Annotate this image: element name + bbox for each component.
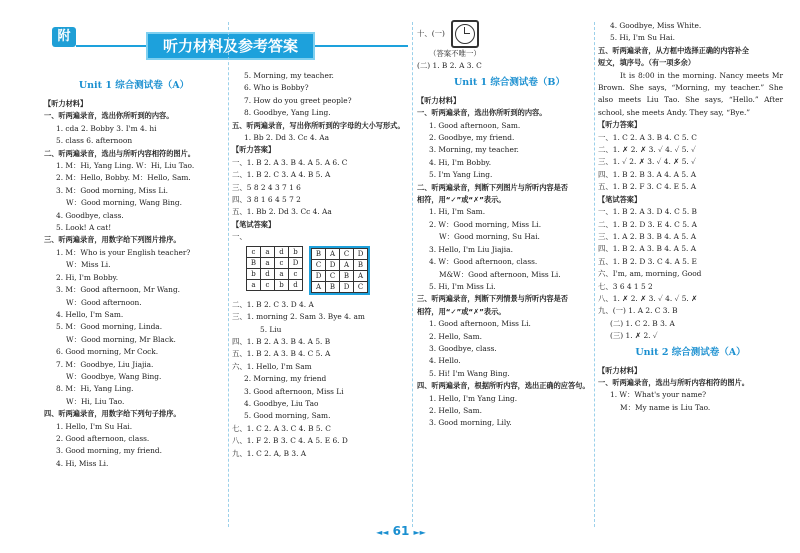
text-line: 4. Hi, I'm Bobby. <box>429 157 492 167</box>
letter-grid-lowercase <box>246 246 303 291</box>
text-line: 1. Hi, I'm Sam. <box>429 207 486 217</box>
text-line: 1. Bb 2. Dd 3. Cc 4. Aa <box>244 133 330 143</box>
text-line: 4. Goodbye, class. <box>56 210 124 220</box>
column-3-lines-b <box>417 95 602 430</box>
text-line: 4. Hi, Miss Li. <box>56 458 109 468</box>
section-banner: 听力材料及参考答案 <box>146 32 315 60</box>
grid-cell: B <box>312 248 326 259</box>
text-line: 2. M：Hello, Bobby. M：Hello, Sam. <box>56 173 191 183</box>
grid-cell: C <box>312 259 326 270</box>
page-footer <box>356 524 446 538</box>
text-line: 3. M：Good morning, Miss Li. <box>56 185 169 195</box>
text-line: W：Goodbye, Wang Bing. <box>66 371 162 381</box>
text-line: 3. Hello, I'm Liu Jiajia. <box>429 244 513 254</box>
text-line: （答案不唯一） <box>429 49 481 58</box>
section-heading: 二、听两遍录音，判断下列图片与所听内容是否 <box>417 182 568 192</box>
grid-cell: D <box>340 281 354 292</box>
section-heading: 四、听两遍录音，根据所听内容，选出正确的应答句。 <box>417 381 590 391</box>
column-2-lines-top <box>232 70 422 244</box>
text-line: 二、1. B 2. C 3. D 4. A <box>232 299 314 309</box>
grid-cell: D <box>354 248 368 259</box>
section-heading: 二、听两遍录音，选出与所听内容相符的图片。 <box>44 148 195 158</box>
text-line: 一、1. B 2. A 3. B 4. A 5. A 6. C <box>232 157 348 167</box>
text-line: 8. Goodbye, Yang Ling. <box>244 108 331 118</box>
section-heading: 一、听两遍录音，选出你所听到的内容。 <box>44 111 174 121</box>
grid-cell: B <box>354 259 368 270</box>
text-line: 7. M：Goodbye, Liu Jiajia. <box>56 359 154 369</box>
grid-cell: B <box>326 281 340 292</box>
text-line: 二、1. B 2. D 3. E 4. C 5. A <box>598 219 697 229</box>
text-line: 1. M：Hi, Yang Ling. W：Hi, Liu Tao. <box>56 161 195 171</box>
text-line: 7. How do you greet people? <box>244 95 352 105</box>
text-line: 一、1. C 2. A 3. B 4. C 5. C <box>598 132 697 142</box>
grid-cell: A <box>312 281 326 292</box>
appendix-tag: 附 <box>52 27 76 47</box>
section-heading: 相符，用“✓”或“✗”表示。 <box>417 195 506 205</box>
text-line: 九、(一) 1. A 2. C 3. B <box>598 306 678 316</box>
text-line: 2. Hello, Sam. <box>429 331 482 341</box>
grid-cell: C <box>326 270 340 281</box>
grid-cell: D <box>326 259 340 270</box>
text-line: 8. M：Hi, Yang Ling. <box>56 384 134 394</box>
text-line: 1. Good afternoon, Sam. <box>429 120 521 130</box>
grid-cell: c <box>261 279 275 290</box>
text-line: 五、1. Bb 2. Dd 3. Cc 4. Aa <box>232 207 332 217</box>
section-heading: 五、听两遍录音，写出你所听到的字母的大小写形式。 <box>232 120 405 130</box>
text-line: 二、1. ✗ 2. ✗ 3. ✓ 4. ✓ 5. ✓ <box>598 145 696 155</box>
section-heading: 五、听两遍录音，从方框中选择正确的内容补全 <box>598 45 749 55</box>
section-heading: 三、听两遍录音，用数字给下列图片排序。 <box>44 235 181 245</box>
text-line: 6. Good morning, Mr Cock. <box>56 347 159 357</box>
text-line: 三、1. A 2. B 3. B 4. A 5. A <box>598 231 697 241</box>
text-line: 4. Hello, I'm Sam. <box>56 309 124 319</box>
next-arrows-icon: ►► <box>413 528 426 537</box>
text-line: 1. Hello, I'm Yang Ling. <box>429 393 518 403</box>
text-line: (二) 1. C 2. B 3. A <box>610 318 675 328</box>
column-4-lines-a <box>598 20 783 70</box>
text-line: 2. Goodbye, my friend. <box>429 133 515 143</box>
text-line: W：Hi, Liu Tao. <box>66 396 125 406</box>
text-line: 五、1. B 2. D 3. C 4. A 5. E <box>598 256 697 266</box>
text-line: 四、3 8 1 6 4 5 7 2 <box>232 195 301 205</box>
text-line: 八、1. F 2. B 3. C 4. A 5. E 6. D <box>232 436 348 446</box>
section-heading: 一、听两遍录音，选出你所听到的内容。 <box>417 108 547 118</box>
text-line: W：Good morning, Su Hai. <box>439 232 540 242</box>
column-4-lines-c <box>598 365 783 415</box>
text-line: 1. M：Who is your English teacher? <box>56 247 191 257</box>
grid-cell: c <box>289 268 303 279</box>
grid-cell: a <box>261 246 275 257</box>
section-heading: 三、听两遍录音，判断下列情景与所听内容是否 <box>417 294 568 304</box>
grid-cell: a <box>275 268 289 279</box>
text-line: 4. W：Good afternoon, class. <box>429 257 538 267</box>
text-line: 1. W：What's your name? <box>610 390 707 400</box>
page-number: 61 <box>392 524 410 538</box>
grid-cell: b <box>275 279 289 290</box>
text-line: 九、1. C 2. A, B 3. A <box>232 448 307 458</box>
text-line: 5. Hi, I'm Su Hai. <box>610 33 675 43</box>
text-line: 七、1. C 2. A 3. C 4. B 5. C <box>232 423 331 433</box>
section-heading: 【笔试答案】 <box>232 219 276 229</box>
grid-cell: B <box>247 257 261 268</box>
grid-cell: C <box>354 281 368 292</box>
column-3-lines-a <box>417 48 602 73</box>
section-heading: 【听力材料】 <box>417 95 461 105</box>
text-line: 三、1. ✓ 2. ✗ 3. ✓ 4. ✗ 5. ✓ <box>598 157 696 167</box>
text-line: 六、I'm, am, morning, Good <box>598 269 702 279</box>
text-line: 1. Hello, I'm Su Hai. <box>56 421 133 431</box>
text-line: W：Good morning, Wang Bing. <box>66 198 183 208</box>
grid-cell: d <box>261 268 275 279</box>
text-line: 5. Morning, my teacher. <box>244 71 334 80</box>
text-line: 四、1. B 2. A 3. B 4. A 5. A <box>598 244 697 254</box>
clock-icon <box>451 20 479 48</box>
text-line: 四、1. B 2. B 3. A 4. A 5. A <box>598 169 697 179</box>
text-line: 一、1. B 2. A 3. D 4. C 5. B <box>598 207 697 217</box>
text-line: 2. Good afternoon, class. <box>56 433 150 443</box>
text-line: 5. Hi, I'm Miss Li. <box>429 281 496 291</box>
unit-title: Unit 1 综合测试卷（A） <box>78 80 190 91</box>
text-line: M：My name is Liu Tao. <box>620 402 711 412</box>
grid-cell: d <box>289 279 303 290</box>
section-heading: 相符，用“✓”或“✗”表示。 <box>417 306 506 316</box>
unit-title: Unit 2 综合测试卷（A） <box>635 346 746 358</box>
grid-cell: B <box>340 270 354 281</box>
text-line: 3. M：Good afternoon, Mr Wang. <box>56 285 181 295</box>
text-line: 2. W：Good morning, Miss Li. <box>429 219 542 229</box>
text-line: 四、1. B 2. A 3. B 4. A 5. B <box>232 336 331 346</box>
text-line: 三、1. morning 2. Sam 3. Bye 4. am <box>232 312 365 322</box>
text-line: 5. M：Good morning, Linda. <box>56 322 163 332</box>
letter-grid-uppercase <box>309 246 370 295</box>
answer-grids <box>246 246 422 295</box>
text-line: 5. I'm Yang Ling. <box>429 170 493 180</box>
text-line: 3. Morning, my teacher. <box>429 145 519 155</box>
clock-item <box>417 20 602 48</box>
column-1 <box>44 76 224 470</box>
section-heading: 【听力答案】 <box>232 145 276 155</box>
text-line: 6. Who is Bobby? <box>244 83 309 93</box>
text-line: 二、1. B 2. C 3. A 4. B 5. A <box>232 170 331 180</box>
grid-cell: d <box>275 246 289 257</box>
grid-cell: c <box>275 257 289 268</box>
grid-cell: c <box>247 246 261 257</box>
text-line: 3. Goodbye, class. <box>429 343 497 353</box>
column-divider <box>228 22 229 527</box>
grid-cell: D <box>289 257 303 268</box>
section-heading: 一、听两遍录音，选出与所听内容相符的图片。 <box>598 377 749 387</box>
text-line: 2. Morning, my friend <box>244 374 327 384</box>
text-line: 5. Good morning, Sam. <box>244 411 331 421</box>
prev-arrows-icon: ◄◄ <box>376 528 389 537</box>
text-line: 2. Hello, Sam. <box>429 405 482 415</box>
text-line: 5. Look! A cat! <box>56 223 112 233</box>
text-line: 1. Good afternoon, Miss Li. <box>429 319 531 329</box>
text-line: 五、1. B 2. A 3. B 4. C 5. A <box>232 349 331 359</box>
text-line: W：Miss Li. <box>66 260 111 270</box>
column-2-lines-bottom <box>232 299 422 460</box>
text-line: W：Good afternoon. <box>66 297 142 307</box>
text-line: 3. Good afternoon, Miss Li <box>244 386 344 396</box>
text-line: 4. Hello. <box>429 356 461 366</box>
column-1-lines <box>44 98 224 470</box>
text-line: 六、1. Hello, I'm Sam <box>232 361 312 371</box>
grid-cell: C <box>340 248 354 259</box>
text-line: 5. Liu <box>260 324 282 334</box>
grid-cell: A <box>340 259 354 270</box>
text-line: 七、3 6 4 1 5 2 <box>598 281 653 291</box>
section-heading: 【听力材料】 <box>44 99 88 108</box>
text-line: 5. Hi! I'm Wang Bing. <box>429 368 510 378</box>
text-line: 4. Goodbye, Liu Tao <box>244 398 319 408</box>
text-line: 3. Good morning, my friend. <box>56 446 162 456</box>
text-line: 3. Good morning, Lily. <box>429 418 512 428</box>
text-line: 一、 <box>232 232 247 242</box>
section-heading: 短文，填序号。（有一项多余） <box>598 58 696 68</box>
grid-cell: a <box>261 257 275 268</box>
section-heading: 四、听两遍录音，用数字给下列句子排序。 <box>44 409 181 419</box>
section-heading: 【听力答案】 <box>598 120 642 130</box>
text-line: (二) 1. B 2. A 3. C <box>417 61 482 71</box>
text-line: W：Good morning, Mr Black. <box>66 334 176 344</box>
section-heading: 【听力材料】 <box>598 365 642 375</box>
text-line: 1. cda 2. Bobby 3. I'm 4. hi <box>56 123 157 133</box>
text-line: M&W：Good afternoon, Miss Li. <box>439 269 561 279</box>
text-line: 三、5 8 2 4 3 7 1 6 <box>232 182 301 192</box>
text-line: 八、1. ✗ 2. ✗ 3. ✓ 4. ✓ 5. ✗ <box>598 293 698 303</box>
grid-cell: A <box>354 270 368 281</box>
unit-title: Unit 1 综合测试卷（B） <box>454 76 565 88</box>
text-line: 2. Hi, I'm Bobby. <box>56 272 119 282</box>
text-line: (三) 1. ✗ 2. ✓ <box>610 331 658 341</box>
column-4-lines-b <box>598 119 783 342</box>
section-heading: 【笔试答案】 <box>598 194 642 204</box>
clock-prefix: 十、(一) <box>417 29 445 38</box>
text-line: 五、1. B 2. F 3. C 4. E 5. A <box>598 182 697 192</box>
grid-cell: A <box>326 248 340 259</box>
text-line: 4. Goodbye, Miss White. <box>610 21 702 30</box>
grid-cell: D <box>312 270 326 281</box>
grid-cell: b <box>247 268 261 279</box>
grid-cell: a <box>247 279 261 290</box>
text-line: 5. class 6. afternoon <box>56 136 133 146</box>
column-4 <box>598 20 783 414</box>
grid-cell: b <box>289 246 303 257</box>
column-3 <box>417 20 602 430</box>
column-2 <box>232 70 422 460</box>
passage: It is 8:00 in the morning. Nancy meets Mr Brown. She says, “Morning, my teacher.” She also meets Liu Tao. She says, “Hello.” After school, she meets Andy. They say, “Bye.” <box>598 70 783 117</box>
